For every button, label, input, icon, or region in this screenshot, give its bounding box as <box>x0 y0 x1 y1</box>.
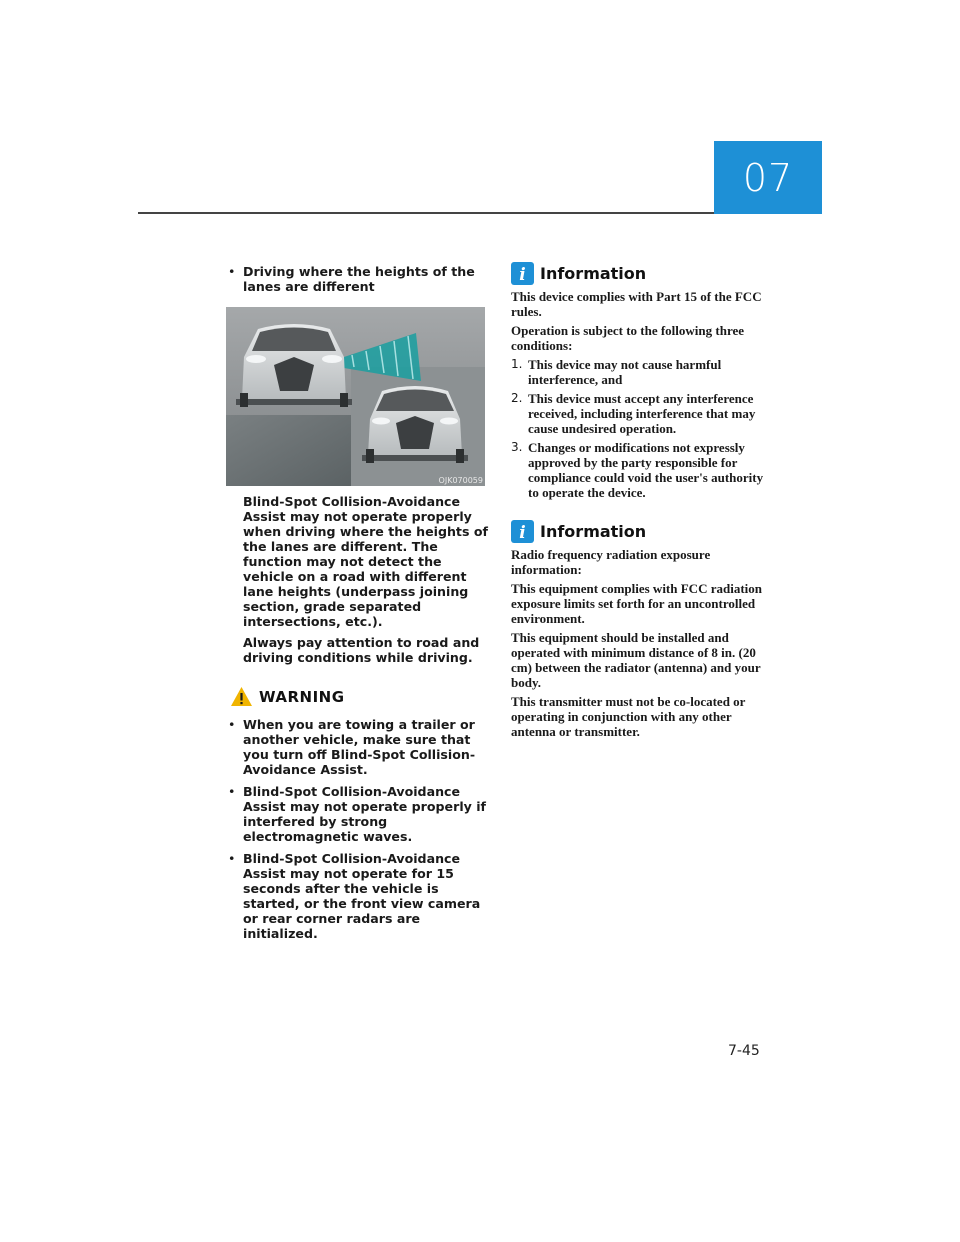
svg-text:i: i <box>519 265 526 285</box>
warning-triangle-icon <box>230 686 253 707</box>
info-icon <box>511 262 534 285</box>
warning-header <box>230 686 488 707</box>
info-paragraph: This device complies with Part 15 of the FCC rules. <box>511 289 762 319</box>
chapter-number: 07 <box>742 155 794 200</box>
warning-item: • When you are towing a trailer or another vehicle, make sure that you turn off Blind-Spot Collision-Avoidance Assist. <box>226 717 488 777</box>
item-number: 2. <box>511 391 523 405</box>
bullet-heading: • Driving where the heights of the lanes are different <box>226 264 488 294</box>
numbered-item <box>511 440 773 500</box>
numbered-item <box>511 391 773 436</box>
item-text: This device may not cause harmful interference, and <box>528 357 722 387</box>
item-text: Changes or modifications not expressly approved by the party responsible for compliance could void the user's authority to operate the device. <box>528 440 764 500</box>
right-column <box>511 262 773 739</box>
chapter-tab <box>714 141 822 214</box>
item-number: 3. <box>511 440 523 454</box>
left-column <box>226 264 488 948</box>
lane-height-illustration <box>226 307 485 486</box>
info-icon <box>511 520 534 543</box>
item-number: 1. <box>511 357 523 371</box>
warning-title: WARNING <box>259 687 345 706</box>
svg-text:i: i <box>519 523 526 543</box>
information-header <box>511 262 773 285</box>
info-paragraph: This equipment should be installed and operated with minimum distance of 8 in. (20 cm) between the radiator (antenna) and your body. <box>511 630 761 690</box>
information-header <box>511 520 773 543</box>
illustration-graphic <box>226 307 485 486</box>
warning-item: • Blind-Spot Collision-Avoidance Assist may not operate for 15 seconds after the vehicle is started, or the front view camera or rear corner radars are initialized. <box>226 851 488 941</box>
header-rule <box>138 212 714 214</box>
info-paragraph: Radio frequency radiation exposure information: <box>511 547 711 577</box>
info-paragraph: This equipment complies with FCC radiation exposure limits set forth for an uncontrolled environment. <box>511 581 762 626</box>
body-paragraph: Blind-Spot Collision-Avoidance Assist may not operate properly when driving where the heights of the lanes are different. The function may not detect the vehicle on a road with different lane heights (underpass joining section, grade separated intersections, etc.). <box>243 494 488 629</box>
info-paragraph: Operation is subject to the following three conditions: <box>511 323 745 353</box>
page-number: 7-45 <box>728 1043 760 1059</box>
information-title: Information <box>540 522 647 541</box>
information-title: Information <box>540 264 647 283</box>
body-paragraph: Always pay attention to road and driving conditions while driving. <box>243 635 480 665</box>
figure-code: OJK070059 <box>438 476 483 485</box>
warning-list <box>226 717 488 941</box>
item-text: This device must accept any interference received, including interference that may cause undesired operation. <box>528 391 756 436</box>
warning-item: • Blind-Spot Collision-Avoidance Assist may not operate properly if interfered by strong electromagnetic waves. <box>226 784 488 844</box>
numbered-item <box>511 357 773 387</box>
info-paragraph: This transmitter must not be co-located or operating in conjunction with any other antenna or transmitter. <box>511 694 746 739</box>
